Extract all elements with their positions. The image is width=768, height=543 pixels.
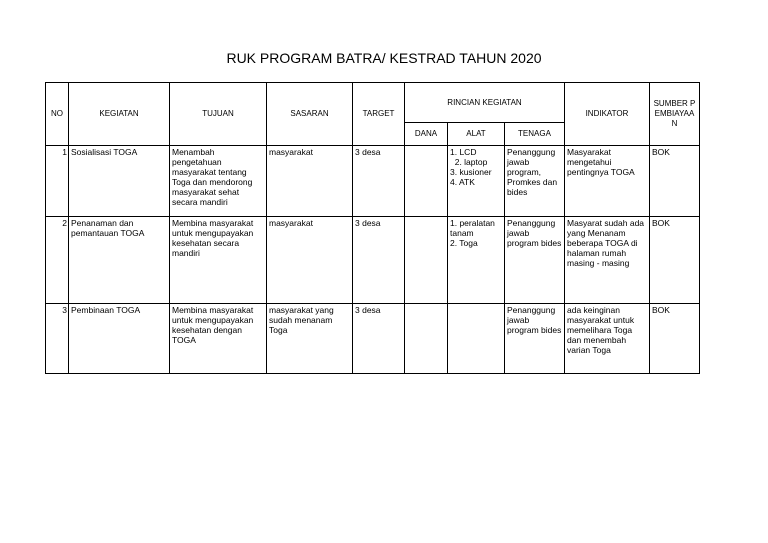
cell-sumber: BOK bbox=[650, 146, 700, 217]
header-rincian: RINCIAN KEGIATAN bbox=[405, 83, 565, 123]
cell-no: 2 bbox=[46, 217, 69, 304]
cell-kegiatan: Penanaman dan pemantauan TOGA bbox=[69, 217, 170, 304]
cell-tenaga: Penanggung jawab program bides bbox=[505, 217, 565, 304]
header-kegiatan: KEGIATAN bbox=[69, 83, 170, 146]
cell-sasaran: masyarakat bbox=[267, 146, 353, 217]
table-row bbox=[46, 146, 700, 217]
cell-tujuan: Membina masyarakat untuk mengupayakan kesehatan secara mandiri bbox=[170, 217, 267, 304]
cell-sasaran: masyarakat yang sudah menanam Toga bbox=[267, 304, 353, 374]
cell-dana bbox=[405, 146, 448, 217]
ruk-table bbox=[45, 82, 700, 374]
cell-sumber: BOK bbox=[650, 217, 700, 304]
cell-tenaga: Penanggung jawab program, Promkes dan bides bbox=[505, 146, 565, 217]
cell-kegiatan: Pembinaan TOGA bbox=[69, 304, 170, 374]
header-no: NO bbox=[46, 83, 69, 146]
table-row bbox=[46, 217, 700, 304]
header-sumber: SUMBER PEMBIAYAAN bbox=[650, 83, 700, 146]
alat-item: 1. LCD bbox=[450, 147, 477, 157]
cell-indikator: ada keinginan masyarakat untuk memelihara Toga dan menembah varian Toga bbox=[565, 304, 650, 374]
table-row bbox=[46, 304, 700, 374]
cell-target: 3 desa bbox=[353, 304, 405, 374]
cell-dana bbox=[405, 304, 448, 374]
header-target: TARGET bbox=[353, 83, 405, 146]
cell-tujuan: Menambah pengetahuan masyarakat tentang Toga dan mendorong masyarakat sehat secara mandiri bbox=[170, 146, 267, 217]
header-dana: DANA bbox=[405, 123, 448, 146]
alat-item: 2. laptop bbox=[450, 157, 488, 167]
cell-tenaga: Penanggung jawab program bides bbox=[505, 304, 565, 374]
cell-kegiatan: Sosialisasi TOGA bbox=[69, 146, 170, 217]
alat-item: 1. peralatan tanam bbox=[450, 218, 495, 238]
cell-target: 3 desa bbox=[353, 217, 405, 304]
cell-dana bbox=[405, 217, 448, 304]
alat-item: 3. kusioner bbox=[450, 167, 492, 177]
header-sasaran: SASARAN bbox=[267, 83, 353, 146]
cell-no: 3 bbox=[46, 304, 69, 374]
cell-sasaran: masyarakat bbox=[267, 217, 353, 304]
alat-item: 4. ATK bbox=[450, 177, 475, 187]
cell-indikator: Masyarat sudah ada yang Menanam beberapa TOGA di halaman rumah masing - masing bbox=[565, 217, 650, 304]
header-indikator: INDIKATOR bbox=[565, 83, 650, 146]
cell-indikator: Masyarakat mengetahui pentingnya TOGA bbox=[565, 146, 650, 217]
alat-item: 2. Toga bbox=[450, 238, 478, 248]
cell-sumber: BOK bbox=[650, 304, 700, 374]
cell-target: 3 desa bbox=[353, 146, 405, 217]
cell-tujuan: Membina masyarakat untuk mengupayakan kesehatan dengan TOGA bbox=[170, 304, 267, 374]
header-tenaga: TENAGA bbox=[505, 123, 565, 146]
cell-no: 1 bbox=[46, 146, 69, 217]
header-tujuan: TUJUAN bbox=[170, 83, 267, 146]
document-title: RUK PROGRAM BATRA/ KESTRAD TAHUN 2020 bbox=[226, 50, 542, 66]
header-alat: ALAT bbox=[448, 123, 505, 146]
cell-alat bbox=[448, 304, 505, 374]
cell-alat bbox=[448, 146, 505, 217]
cell-alat bbox=[448, 217, 505, 304]
